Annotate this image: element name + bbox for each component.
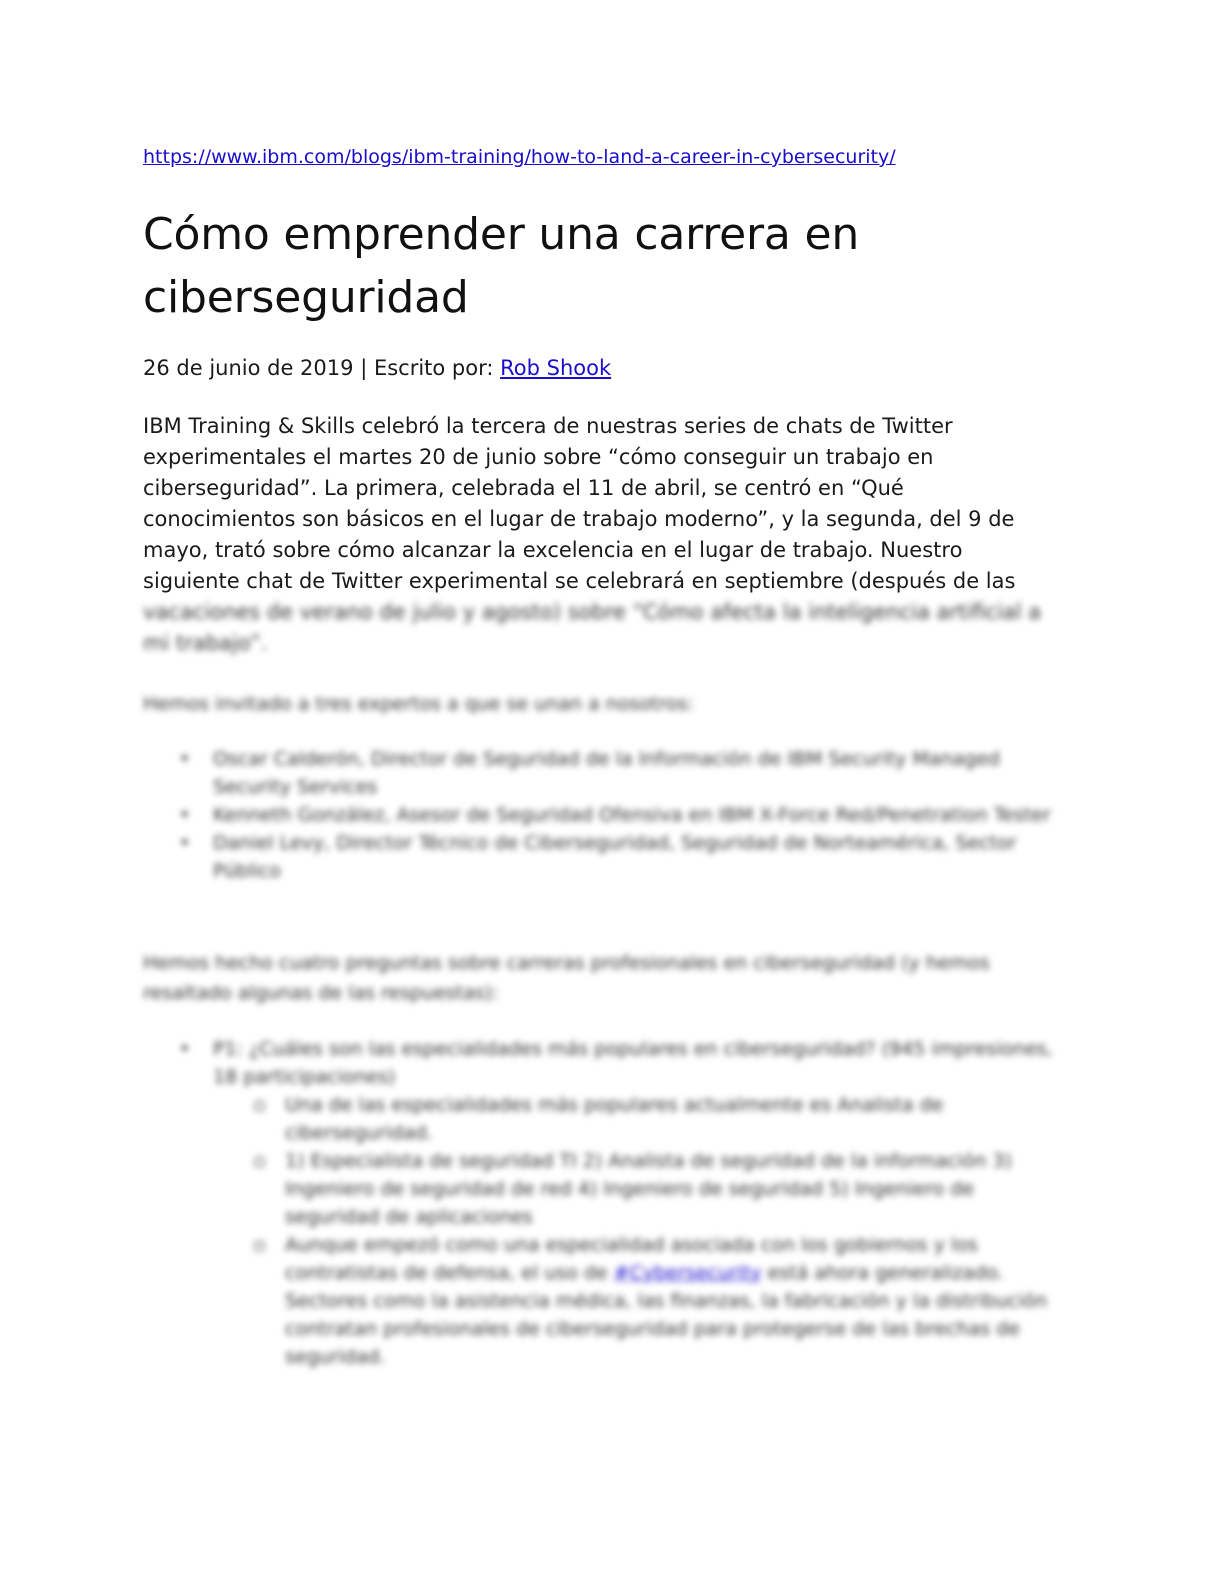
answer-text: Una de las especialidades más populares actualmente es Analista de ciberseguridad. xyxy=(285,1094,944,1144)
intro-line: IBM Training & Skills celebró la tercera de nuestras series de chats de Twitter xyxy=(143,414,953,438)
intro-line-blurred: vacaciones de verano de julio y agosto) sobre “Cómo afecta la inteligencia artificial a xyxy=(143,600,1041,624)
expert-text: Oscar Calderón, Director de Seguridad de la Información de IBM Security Managed Security Services xyxy=(213,748,1000,798)
intro-paragraph xyxy=(143,411,1043,659)
questions-list xyxy=(143,1035,1073,1371)
list-item xyxy=(143,745,1063,801)
intro-line: conocimientos son básicos en el lugar de trabajo moderno”, y la segunda, del 9 de xyxy=(143,507,1015,531)
intro-line: mayo, trató sobre cómo alcanzar la excelencia en el lugar de trabajo. Nuestro xyxy=(143,538,963,562)
list-item xyxy=(213,1231,1073,1371)
source-url-link[interactable]: https://www.ibm.com/blogs/ibm-training/how-to-land-a-career-in-cybersecurity/ xyxy=(143,146,896,168)
cybersecurity-hashtag-link[interactable]: #Cybersecurity xyxy=(613,1262,762,1284)
bullet-icon: • xyxy=(179,832,191,854)
intro-line-blurred: mi trabajo”. xyxy=(143,631,268,655)
experts-list xyxy=(143,745,1063,885)
answers-list xyxy=(213,1091,1073,1371)
answer-text-after: está ahora generalizado. Sectores como la asistencia médica, las finanzas, la fabricación y la distribución contratan profesionales de ciberseguridad para protegerse de las brechas de seguridad. xyxy=(285,1262,1048,1368)
byline-separator: | Escrito por: xyxy=(353,356,501,380)
byline xyxy=(143,352,611,384)
square-bullet-icon: ▫ xyxy=(253,1150,266,1172)
invited-experts-text: Hemos invitado a tres expertos a que se unan a nosotros: xyxy=(143,693,694,715)
page-title: Cómo emprender una carrera en ciberseguridad xyxy=(143,209,860,323)
publish-date: 26 de junio de 2019 xyxy=(143,356,354,380)
answer-text-before: Aunque empezó como una especialidad asociada con los gobiernos y los contratistas de defensa, el uso de xyxy=(285,1234,978,1284)
questions-intro-text: Hemos hecho cuatro preguntas sobre carreras profesionales en ciberseguridad (y hemos resaltado algunas de las respuestas): xyxy=(143,952,990,1004)
intro-line: experimentales el martes 20 de junio sobre “cómo conseguir un trabajo en xyxy=(143,445,934,469)
list-item xyxy=(213,1091,1073,1147)
bullet-icon: • xyxy=(179,1038,191,1060)
square-bullet-icon: ▫ xyxy=(253,1234,266,1256)
list-item xyxy=(143,829,1063,885)
list-item xyxy=(143,801,1063,829)
expert-text: Daniel Levy, Director Técnico de Ciberseguridad, Seguridad de Norteamérica, Sector Público xyxy=(213,832,1017,882)
intro-line: ciberseguridad”. La primera, celebrada el 11 de abril, se centró en “Qué xyxy=(143,476,904,500)
list-item xyxy=(143,1035,1073,1371)
list-item xyxy=(213,1147,1073,1231)
bullet-icon: • xyxy=(179,804,191,826)
bullet-icon: • xyxy=(179,748,191,770)
expert-text: Kenneth González, Asesor de Seguridad Ofensiva en IBM X-Force Red/Penetration Tester xyxy=(213,804,1051,826)
author-link[interactable]: Rob Shook xyxy=(500,356,612,380)
square-bullet-icon: ▫ xyxy=(253,1094,266,1116)
answer-text: 1) Especialista de seguridad TI 2) Analista de seguridad de la información 3) Ingeniero de seguridad de red 4) Ingeniero de seguridad 5) Ingeniero de seguridad de aplicaciones xyxy=(285,1150,1012,1228)
intro-line: siguiente chat de Twitter experimental se celebrará en septiembre (después de las xyxy=(143,569,1016,593)
question-text: P1: ¿Cuáles son las especialidades más populares en ciberseguridad? (945 impresiones, 18 participaciones) xyxy=(213,1038,1053,1088)
